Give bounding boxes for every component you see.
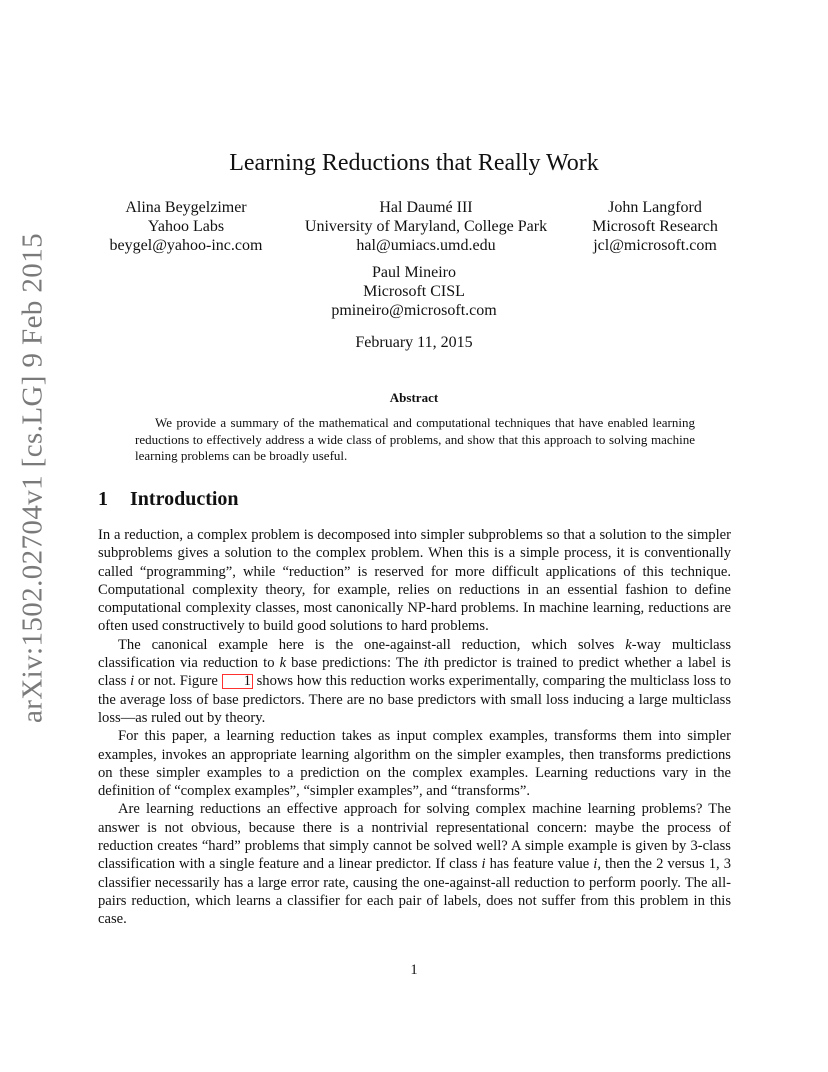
author-block-4 [314,263,514,320]
text-run: shows how this reduction works experimentally, comparing the multiclass loss to the average loss of base predictors. There are no base predictors with small loss inducing a large multiclass loss—as ruled out by theory. [98,673,731,726]
text-run: In a reduction, a complex problem is decomposed into simpler subproblems so that a solution to the simpler subproblems gives a solution to the complex problem. When this is a simple process, it is conventionally called “programming”, while “reduction” is reserved for more difficult applications of this technique. Computational complexity theory, for example, relies on reductions in an essential fashion to define computational complexity classes, most canonically NP-hard problems. In machine learning, reductions are often used constructively to build good solutions to hard problems. [98,527,731,635]
author-block-2 [290,198,562,255]
text-run: base predictions: The [286,655,424,672]
author-name: Paul Mineiro [372,264,456,281]
page-number: 1 [410,962,418,978]
author-email: hal@umiacs.umd.edu [356,237,496,254]
paper-date: February 11, 2015 [355,334,473,351]
body-paragraph [98,526,731,636]
text-run: The canonical example here is the one-against-all reduction, which solves [118,636,626,653]
text-run: For this paper, a learning reduction takes as input complex examples, transforms them into simpler examples, invokes an appropriate learning algorithm on the simpler examples, then transforms predictions on these simpler examples to a prediction on the complex examples. Learning reductions vary in the definition of “complex examples”, “simpler examples”, and “transforms”. [98,728,731,800]
text-run: Are learning reductions an effective approach for solving complex machine learning problems? The answer is not obvious, because there is a nontrivial representational concern: maybe the process of reduction creates “hard” problems that simply cannot be solved well? A simple example is given by 3-class classification with a single feature and a linear predictor. If class [98,801,731,873]
author-affiliation: Microsoft CISL [363,283,465,300]
abstract-text: We provide a summary of the mathematical and computational techniques that have enabled learning reductions to effectively address a wide class of problems, and show that this approach to solving machine learning problems can be broadly useful. [135,415,695,463]
paper-title: Learning Reductions that Really Work [229,150,599,176]
text-run: -way multiclass classification via reduction to [98,636,731,672]
math-variable: k [625,636,632,653]
author-affiliation: Yahoo Labs [147,218,225,235]
body-paragraph [98,636,731,727]
section-heading [98,488,239,511]
math-variable: i [423,655,428,672]
author-email: beygel@yahoo-inc.com [109,237,263,254]
author-block-1 [106,198,266,255]
author-name: Alina Beygelzimer [125,199,247,216]
arxiv-id: arXiv:1502.02704v1 [cs.LG] 9 Feb 2015 [16,232,49,724]
abstract-heading: Abstract [389,390,439,405]
author-email: pmineiro@microsoft.com [331,302,497,319]
section-number: 1 [98,488,108,510]
text-run: has feature value [485,856,594,873]
math-variable: i [481,856,486,873]
body-paragraph [98,727,731,800]
author-affiliation: University of Maryland, College Park [304,218,548,235]
author-email: jcl@microsoft.com [593,237,717,254]
figure-reference-link[interactable]: 1 [222,674,253,689]
text-run: th predictor is trained to predict whether a label is class [98,655,731,690]
section-body [98,526,731,929]
math-variable: i [130,673,135,690]
author-affiliation: Microsoft Research [592,218,718,235]
section-title: Introduction [130,488,239,510]
math-variable: i [593,856,598,873]
author-name: Hal Daumé III [379,199,473,216]
text-run: , then the 2 versus 1, 3 classifier necessarily has a large error rate, causing the one-against-all reduction to perform poorly. The all-pairs reduction, which learns a classifier for each pair of labels, does not suffer from this problem in this case. [98,856,731,928]
math-variable: k [279,655,287,672]
author-block-3 [585,198,725,255]
author-name: John Langford [608,199,702,216]
body-paragraph [98,800,731,928]
text-run: or not. Figure [134,673,222,690]
